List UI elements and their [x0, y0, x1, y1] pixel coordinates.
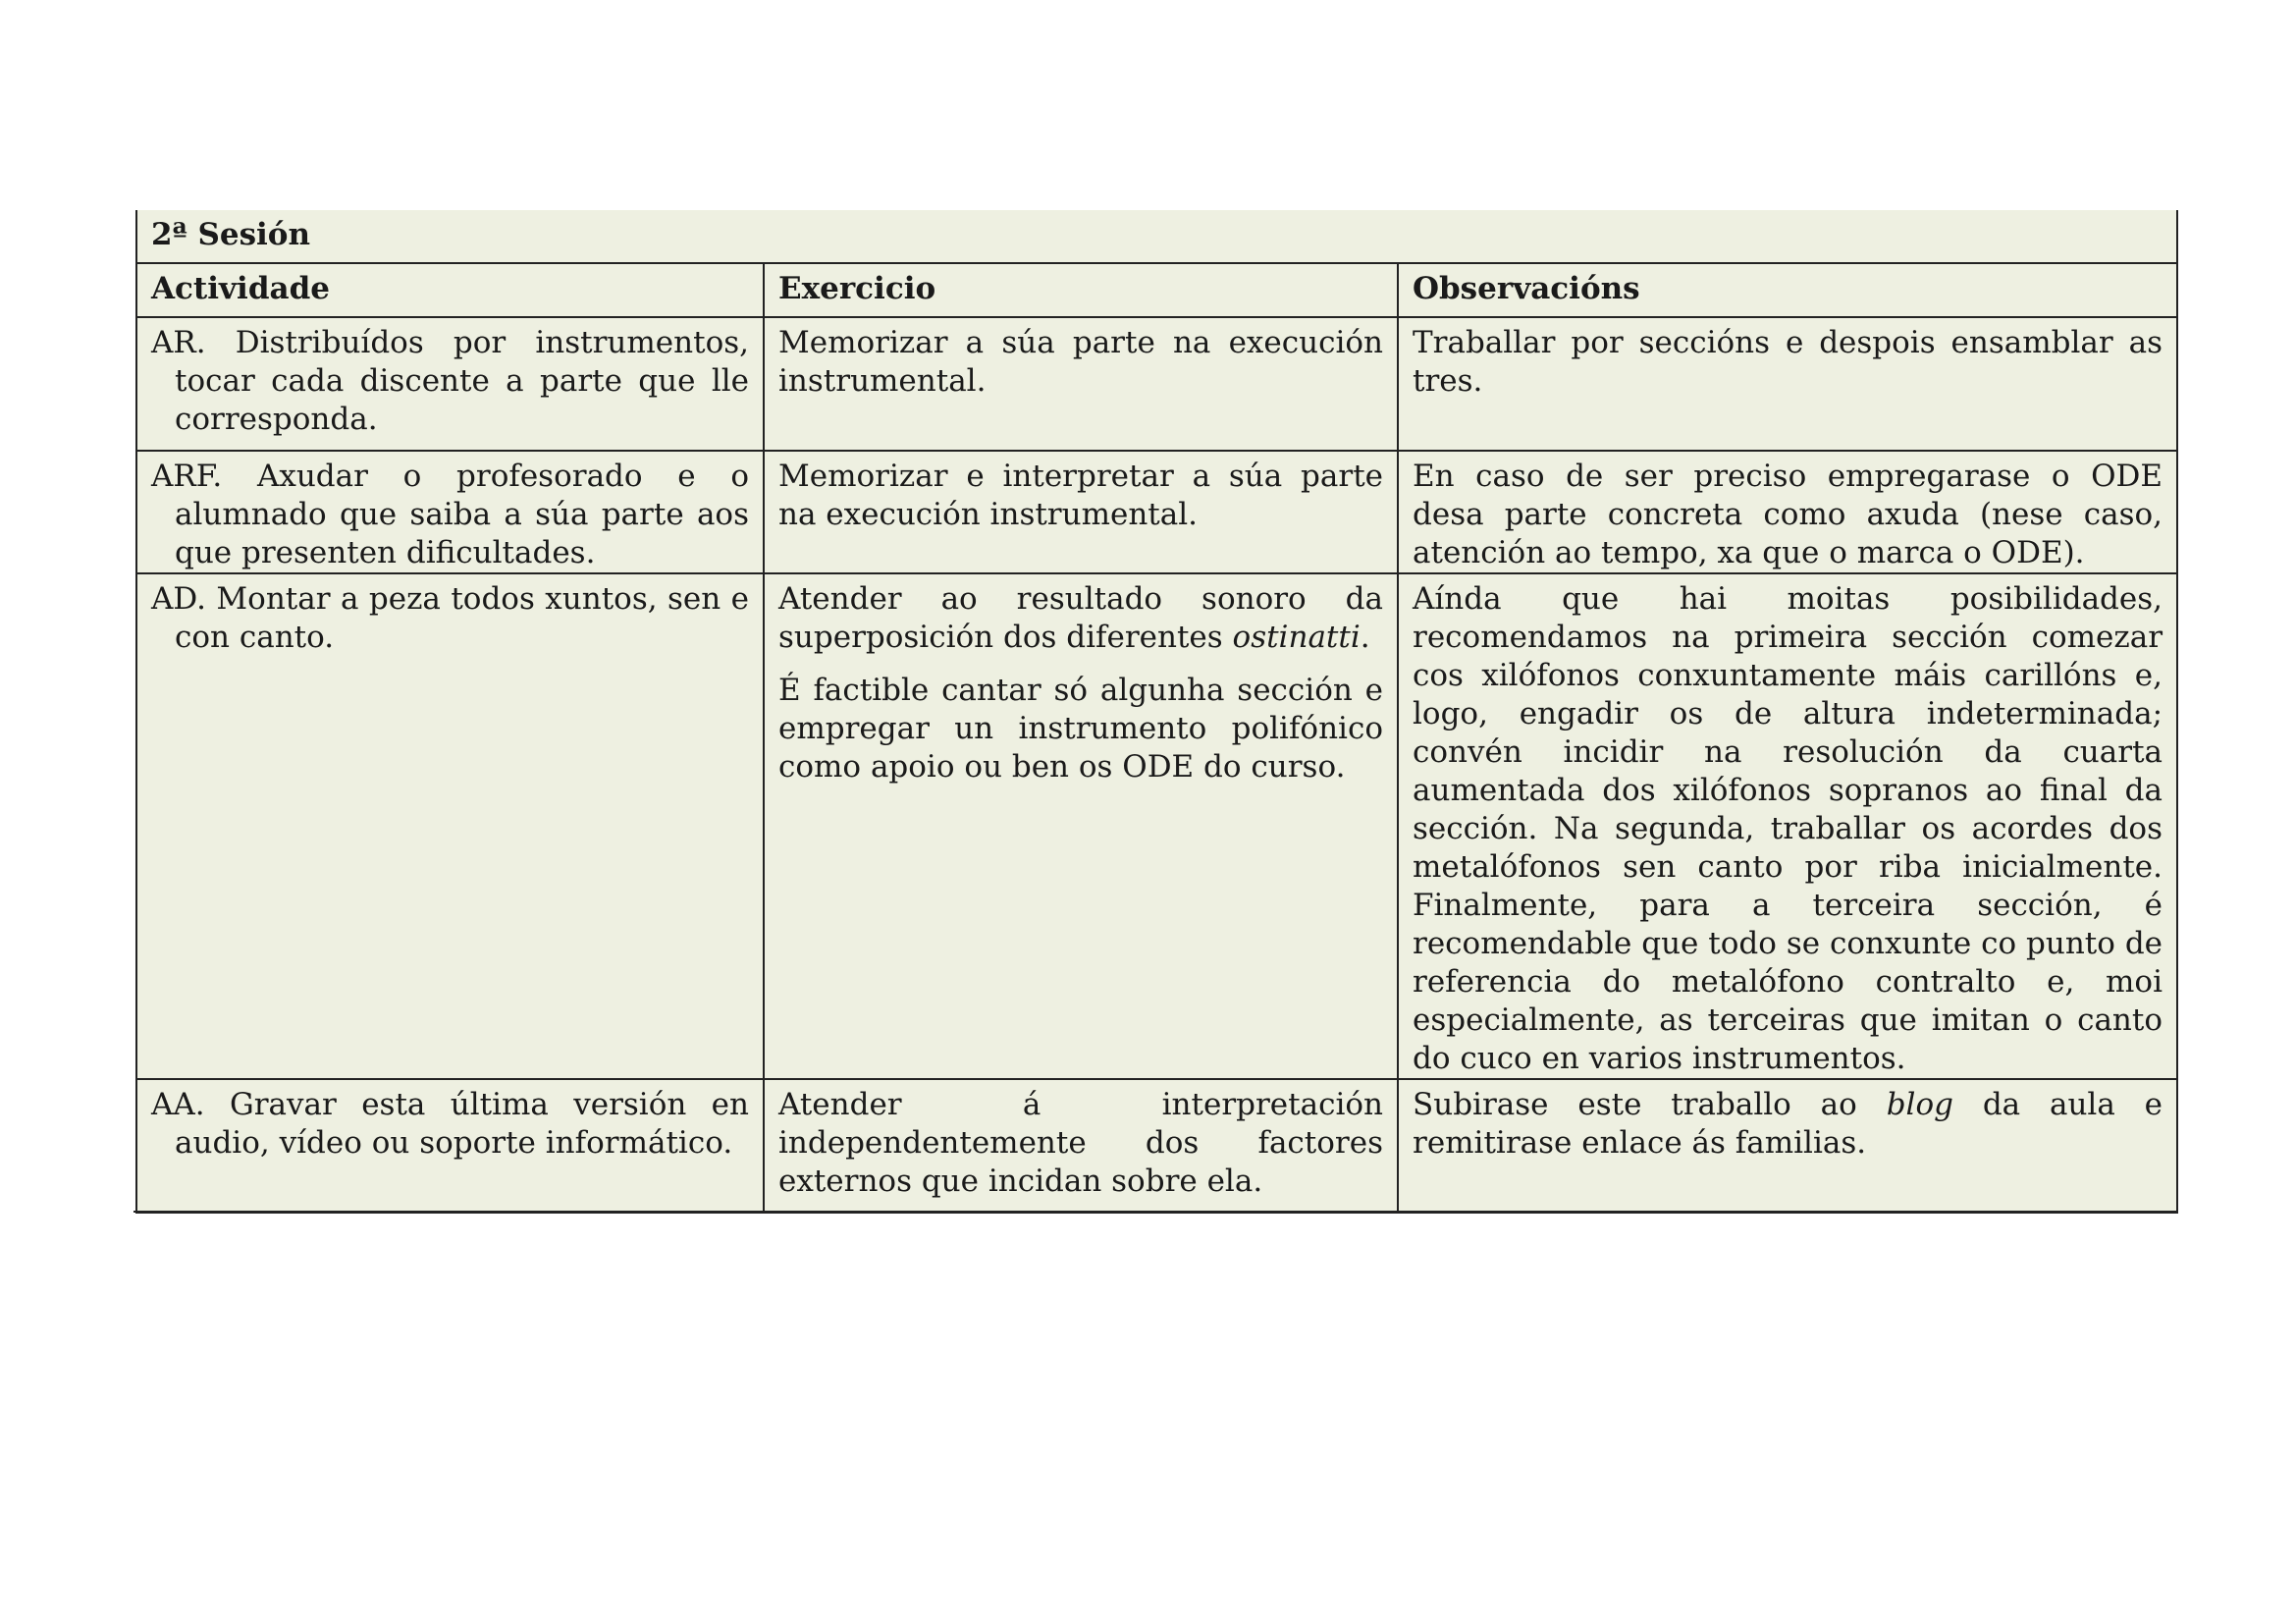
exercise-text: Memorizar a súa parte na execución instrumental. [778, 325, 1383, 399]
activity-text: AA. Gravar esta última versión en audio, vídeo ou soporte informático. [151, 1087, 749, 1161]
activity-text: ARF. Axudar o profesorado e o alumnado que saiba a súa parte aos que presenten dificultades. [151, 459, 749, 570]
exercise-cell [764, 317, 1398, 451]
observations-text: En caso de ser preciso empregarase o ODE desa parte concreta como axuda (nese caso, atención ao tempo, xa que o marca o ODE). [1413, 459, 2163, 570]
activity-cell [136, 573, 764, 1079]
exercise-paragraph-1 [778, 580, 1383, 657]
observations-text: Subirase este traballo ao [1413, 1087, 1887, 1122]
table-row [136, 1079, 2177, 1213]
column-header-observations: Observacións [1398, 263, 2177, 317]
exercise-italic-term: ostinatti [1232, 620, 1361, 655]
session-table [135, 210, 2178, 1214]
session-title-row [136, 210, 2177, 263]
column-header-exercise: Exercicio [764, 263, 1398, 317]
exercise-text: Memorizar e interpretar a súa parte na execución instrumental. [778, 459, 1383, 532]
table-header-row [136, 263, 2177, 317]
column-header-activity: Actividade [136, 263, 764, 317]
table-row [136, 573, 2177, 1079]
exercise-text-end: . [1360, 620, 1370, 655]
observations-text-end: da aula e remitirase enlace ás familias. [1413, 1087, 2163, 1161]
observations-cell [1398, 451, 2177, 573]
footer-separator-line [133, 1211, 2178, 1213]
session-title: 2ª Sesión [136, 210, 2177, 263]
exercise-cell [764, 451, 1398, 573]
exercise-text: Atender á interpretación independentemente dos factores externos que incidan sobre ela. [778, 1087, 1383, 1199]
exercise-cell [764, 573, 1398, 1079]
observations-cell [1398, 573, 2177, 1079]
observations-cell [1398, 1079, 2177, 1213]
exercise-paragraph-2: É factible cantar só algunha sección e empregar un instrumento polifónico como apoio ou ben os ODE do curso. [778, 673, 1383, 785]
activity-cell [136, 451, 764, 573]
exercise-text: Atender ao resultado sonoro da superposición dos diferentes [778, 581, 1383, 655]
observations-italic-term: blog [1886, 1087, 1953, 1122]
observations-paragraph [1413, 1086, 2163, 1163]
activity-text: AD. Montar a peza todos xuntos, sen e con canto. [151, 581, 749, 655]
observations-text: Traballar por seccións e despois ensamblar as tres. [1413, 325, 2163, 399]
observations-text: Aínda que hai moitas posibilidades, recomendamos na primeira sección comezar cos xilófonos conxuntamente máis carillóns e, logo, engadir os de altura indeterminada; convén incidir na resolución da cuarta aumentada dos xilófonos sopranos ao final da sección. Na segunda, traballar os acordes dos metalófonos sen canto por riba inicialmente. Finalmente, para a terceira sección, é recomendable que todo se conxunte co punto de referencia do metalófono contralto e, moi especialmente, as terceiras que imitan o canto do cuco en varios instrumentos. [1413, 581, 2163, 1076]
observations-cell [1398, 317, 2177, 451]
activity-cell [136, 317, 764, 451]
activity-cell [136, 1079, 764, 1213]
activity-text: AR. Distribuídos por instrumentos, tocar cada discente a parte que lle corresponda. [151, 325, 749, 437]
exercise-cell [764, 1079, 1398, 1213]
table-row [136, 317, 2177, 451]
table-row [136, 451, 2177, 573]
